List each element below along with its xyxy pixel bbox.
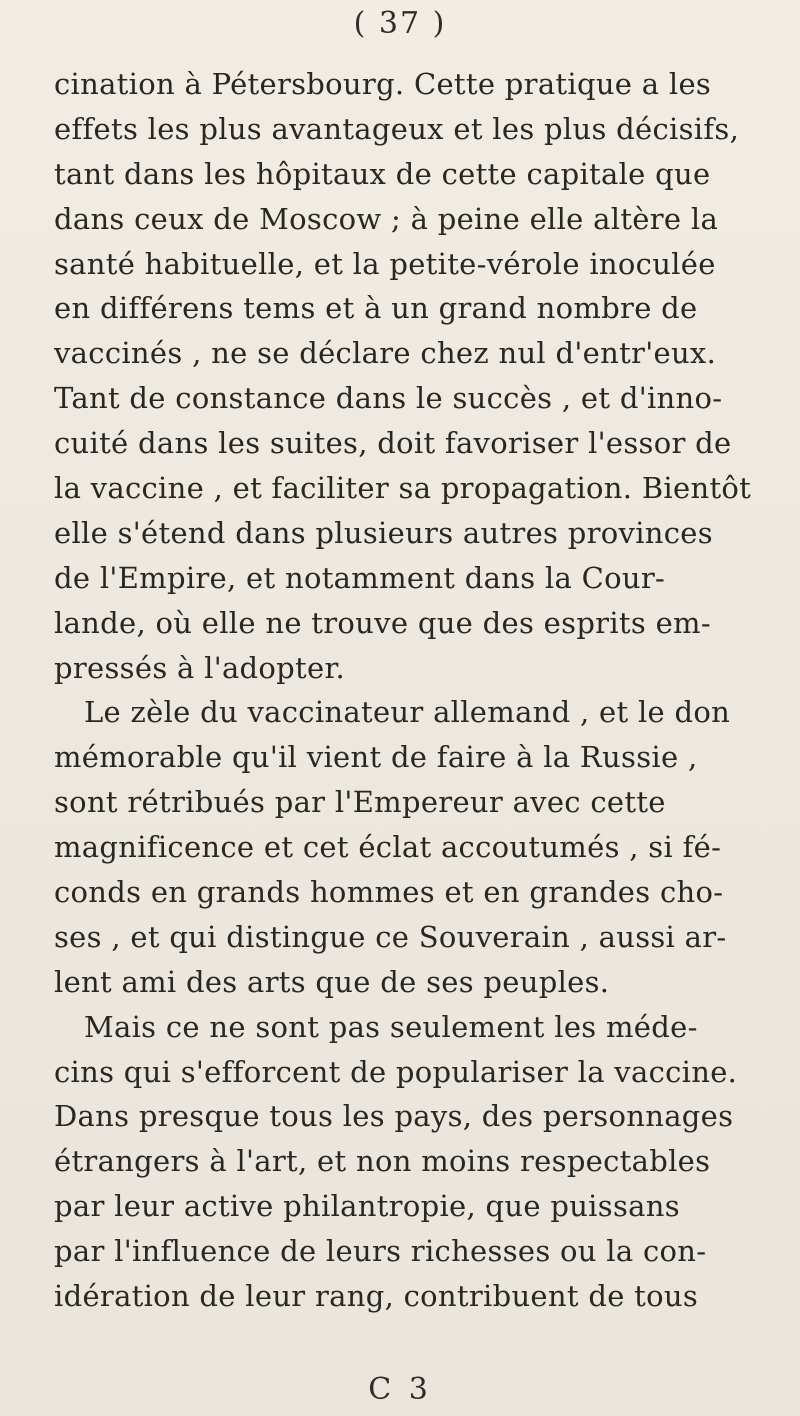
text-line: ses , et qui distingue ce Souverain , aussi ar- xyxy=(54,919,727,954)
text-line: la vaccine , et faciliter sa propagation. Bientôt xyxy=(54,471,752,506)
text-line: cination à Pétersbourg. Cette pratique a les xyxy=(54,67,712,101)
text-line: en différens tems et à un grand nombre de xyxy=(54,291,698,326)
text-line: par l'influence de leurs richesses ou la con- xyxy=(54,1234,707,1269)
text-line: santé habituelle, et la petite-vérole inoculée xyxy=(54,246,716,281)
signature-mark: C 3 xyxy=(368,1372,432,1407)
text-line: magnificence et cet éclat accoutumés , si fé- xyxy=(54,830,722,865)
paragraph-start-line: Mais ce ne sont pas seulement les méde- xyxy=(84,1009,698,1044)
page-number: ( 37 ) xyxy=(353,6,447,41)
text-line: Tant de constance dans le succès , et d'inno- xyxy=(54,381,723,416)
text-line: elle s'étend dans plusieurs autres provinces xyxy=(54,515,713,550)
text-line: étrangers à l'art, et non moins respectables xyxy=(54,1144,711,1179)
text-line: vaccinés , ne se déclare chez nul d'entr'eux. xyxy=(54,336,717,371)
text-line: conds en grands hommes et en grandes cho- xyxy=(54,875,724,910)
body-text xyxy=(54,62,800,1319)
text-line: lent ami des arts que de ses peuples. xyxy=(54,964,610,999)
text-line: cins qui s'efforcent de populariser la vaccine. xyxy=(54,1054,738,1089)
text-line: mémorable qu'il vient de faire à la Russie , xyxy=(54,740,698,775)
text-line: tant dans les hôpitaux de cette capitale que xyxy=(54,156,711,191)
text-line: sont rétribués par l'Empereur avec cette xyxy=(54,785,666,820)
text-line: idération de leur rang, contribuent de tous xyxy=(54,1279,699,1314)
text-line: cuité dans les suites, doit favoriser l'essor de xyxy=(54,426,732,461)
text-line: par leur active philantropie, que puissans xyxy=(54,1189,680,1224)
text-line: pressés à l'adopter. xyxy=(54,650,345,685)
text-line: Dans presque tous les pays, des personnages xyxy=(54,1099,734,1134)
text-line: de l'Empire, et notamment dans la Cour- xyxy=(54,560,666,595)
text-line: lande, où elle ne trouve que des esprits em- xyxy=(54,605,711,640)
text-line: effets les plus avantageux et les plus décisifs, xyxy=(54,111,740,146)
paragraph-start-line: Le zèle du vaccinateur allemand , et le don xyxy=(84,695,731,730)
text-line: dans ceux de Moscow ; à peine elle altère la xyxy=(54,201,719,236)
